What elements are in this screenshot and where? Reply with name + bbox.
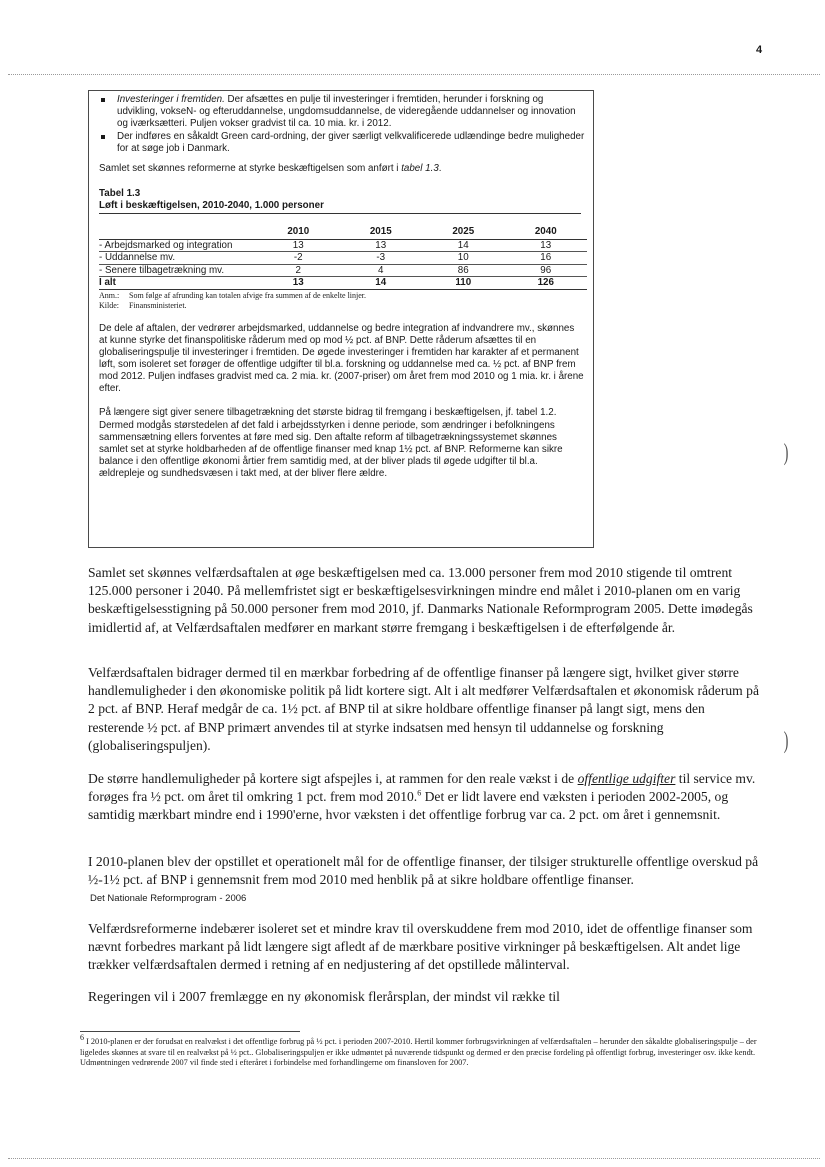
paragraph-text: I 2010-planen blev der opstillet et operationelt mål for de offentlige finanser, der tilsiger strukturelle offentlige overskud på ½-1½ pct. af BNP i gennemsnit frem mod 2010 med henblik på at sikre holdbare offentlige finanser. xyxy=(88,854,759,888)
footnote-rule xyxy=(80,1031,300,1032)
bottom-rule xyxy=(8,1158,820,1159)
table-header-row xyxy=(99,226,587,240)
table-corner xyxy=(99,226,257,240)
table-notes xyxy=(99,291,585,311)
cell-value: 96 xyxy=(505,264,588,277)
body-paragraph xyxy=(88,920,760,975)
header-rule xyxy=(8,74,820,75)
note-label: Anm.: xyxy=(99,290,120,300)
footnote-ref: 6 xyxy=(417,788,422,798)
running-header: Det Nationale Reformprogram - 2006 xyxy=(90,893,247,904)
cell-value: 13 xyxy=(257,239,340,252)
box-summary xyxy=(99,163,585,175)
bullet-text: Der indføres en såkaldt Green card-ordning, der giver særligt velkvalificerede udlændinge bedre muligheder for at søge job i Danmark. xyxy=(117,131,585,155)
row-label: - Uddannelse mv. xyxy=(99,252,257,265)
bullet-item xyxy=(99,94,585,130)
table-total-row xyxy=(99,277,587,290)
paragraph-text: Velfærdsaftalen bidrager dermed til en mærkbar forbedring af de offentlige finanser på længere sigt, hvilket giver større handlemuligheder i den økonomiske politik på lidt kortere sigt. Alt i alt medfører Velfærdsaftalen et økonomisk råderum på 2 pct. af BNP. Heraf medgår de ca. 1½ pct. af BNP til at sikre holdbare offentlige finanser på langt sigt, mens den resterende ½ pct. af BNP primært anvendes til at styrke indsatsen med hensyn til uddannelse og forskning (globaliseringspuljen). xyxy=(88,665,759,753)
total-label: I alt xyxy=(99,277,257,290)
col-header: 2040 xyxy=(505,226,588,240)
text-run: til service mv. forøges fra ½ pct. om året til omkring 1 pct. frem mod 2010. xyxy=(88,771,756,805)
table-row xyxy=(99,239,587,252)
cell-value: 13 xyxy=(340,239,423,252)
bullet-item xyxy=(99,131,585,155)
cell-value: 2 xyxy=(257,264,340,277)
table-source xyxy=(99,301,585,311)
bullet-text: Der afsættes en pulje til investeringer i fremtiden, herunder i forskning og udvikling, vokseN- og efteruddannelse, ungdomsuddannelse, de videregående uddannelser og innovation og iværksætteri. Puljen vokser gradvist til ca. 10 mia. kr. i 2012. xyxy=(117,94,576,130)
row-label: - Arbejdsmarked og integration xyxy=(99,239,257,252)
source-text: Finansministeriet. xyxy=(129,300,187,310)
total-value: 110 xyxy=(422,277,505,290)
footnote xyxy=(80,1033,760,1069)
col-header: 2025 xyxy=(422,226,505,240)
col-header: 2015 xyxy=(340,226,423,240)
body-paragraph xyxy=(88,564,760,637)
page-number: 4 xyxy=(756,44,763,56)
bullet-list xyxy=(99,94,585,155)
total-value: 14 xyxy=(340,277,423,290)
table-heading xyxy=(99,188,585,214)
col-header: 2010 xyxy=(257,226,340,240)
footnote-text xyxy=(80,1033,760,1069)
source-label: Kilde: xyxy=(99,300,119,310)
cell-value: 86 xyxy=(422,264,505,277)
cell-value: 16 xyxy=(505,252,588,265)
box-paragraph: De dele af aftalen, der vedrører arbejdsmarked, uddannelse og bedre integration af indvandrere mv., skønnes at kunne styrke det finanspolitiske råderum med op mod ½ pct. af BNP. Dette råderum afsættes til en globaliseringspulje til investeringer i fremtiden. De øgede investeringer i fremtiden har karakter af et permanent løft, som isoleret set forøger de offentlige udgifter til bl.a. forskning og uddannelse med ca. ½ pct. af BNP frem mod 2012. Puljen indfases gradvist med ca. 2 mia. kr. (2007-priser) om året frem mod 2010 og 1 mia. kr. i årene efter. xyxy=(99,322,584,395)
text-run: De større handlemuligheder på kortere sigt afspejles i, at rammen for den reale vækst i de xyxy=(88,771,578,786)
emphasis-text: offentlige udgifter xyxy=(577,771,676,786)
paragraph-text: Samlet set skønnes velfærdsaftalen at øge beskæftigelsen med ca. 13.000 personer frem mod 2010 stigende til omtrent 125.000 personer i 2040. På mellemfristet sigt er beskæftigelsesvirkningen mindre end målet i 2010-planen om en varig beskæftigelsesstigning på 50.000 personer frem mod 2010, jf. Danmarks Nationale Reformprogram 2005. Dette imødegås imidlertid af, at Velfærdsaftalen medfører en markant større fremgang i beskæftigelsen i de efterfølgende år. xyxy=(88,565,753,635)
table-title: Løft i beskæftigelsen, 2010-2040, 1.000 personer xyxy=(99,200,581,214)
summary-end: . xyxy=(438,163,442,175)
row-label: - Senere tilbagetrækning mv. xyxy=(99,264,257,277)
bullet-lead: Investeringer i fremtiden. xyxy=(117,94,225,105)
cell-value: 4 xyxy=(340,264,423,277)
table-row xyxy=(99,252,587,265)
paragraph-text: Velfærdsreformerne indebærer isoleret set et mindre krav til overskuddene frem mod 2010, idet de offentlige finanser som nævnt forbedres markant på lidt længere sigt afledt af de mærkbare positive virkninger på beskæftigelsen. Alt andet lige trækker velfærdsaftalen dermed i retning af en nedjustering af det opstillede målinterval. xyxy=(88,921,753,973)
margin-bracket: ) xyxy=(783,440,789,466)
body-paragraph xyxy=(88,853,760,889)
info-box xyxy=(88,90,594,548)
summary-text: Samlet set skønnes reformerne at styrke beskæftigelsen som anført i xyxy=(99,163,402,175)
total-value: 13 xyxy=(257,277,340,290)
summary-table-ref: tabel 1.3 xyxy=(401,163,439,175)
cell-value: -3 xyxy=(340,252,423,265)
body-paragraph xyxy=(88,770,760,825)
footnote-body: I 2010-planen er der forudsat en realvækst i det offentlige forbrug på ½ pct. i perioden 2007-2010. Hertil kommer forbrugsvirkningen af velfærdsaftalen – herunder den såkaldte globaliseringspulje – der ligeledes skønnes at svare til en realvækst på ½ pct.. Globaliseringspuljen er ikke udmøntet på nuværende tidspunkt og dermed er den præcise fordeling på offentligt forbrug, investeringer osv. ikke kendt. Udmøntningen vedrørende 2007 vil finde sted i efteråret i forbindelse med forhandlingerne om finansloven for 2007. xyxy=(80,1037,757,1068)
cell-value: 13 xyxy=(505,239,588,252)
paragraph-text: Regeringen vil i 2007 fremlægge en ny økonomisk flerårsplan, der mindst vil række til xyxy=(88,989,560,1004)
body-paragraph xyxy=(88,664,760,755)
body-paragraph xyxy=(88,988,760,1006)
total-value: 126 xyxy=(505,277,588,290)
text-run: Det er lidt lavere end væksten i perioden 2002-2005, og samtidig mærkbart mindre end i 1990'erne, hvor væksten i det offentlige forbrug var ca. 2 pct. om året i gennemsnit. xyxy=(88,789,729,823)
footnote-mark: 6 xyxy=(80,1033,84,1043)
cell-value: -2 xyxy=(257,252,340,265)
note-text: Som følge af afrunding kan totalen afvige fra summen af de enkelte linjer. xyxy=(129,290,367,300)
paragraph-text xyxy=(88,770,760,825)
table-note xyxy=(99,291,585,301)
cell-value: 14 xyxy=(422,239,505,252)
employment-table xyxy=(99,226,587,290)
cell-value: 10 xyxy=(422,252,505,265)
margin-bracket: ) xyxy=(783,728,789,754)
box-paragraph: På længere sigt giver senere tilbagetrækning det største bidrag til fremgang i beskæftigelsen, jf. tabel 1.2. Dermed modgås størstedelen af det fald i arbejdsstyrken i denne periode, som ændringer i befolkningens sammensætning ellers forventes at føre med sig. Den aftalte reform af tilbagetrækningssystemet skønnes samlet set at styrke holdbarheden af de offentlige finanser med knap 1½ pct. af BNP. Reformerne kan sikre balance i den offentlige økonomi årtier frem samtidig med, at der bliver plads til øgede udgifter til bl.a. ældrepleje og sundhedsvæsen i takt med, at der bliver flere ældre. xyxy=(99,407,563,479)
table-label: Tabel 1.3 xyxy=(99,187,141,199)
table-row xyxy=(99,264,587,277)
